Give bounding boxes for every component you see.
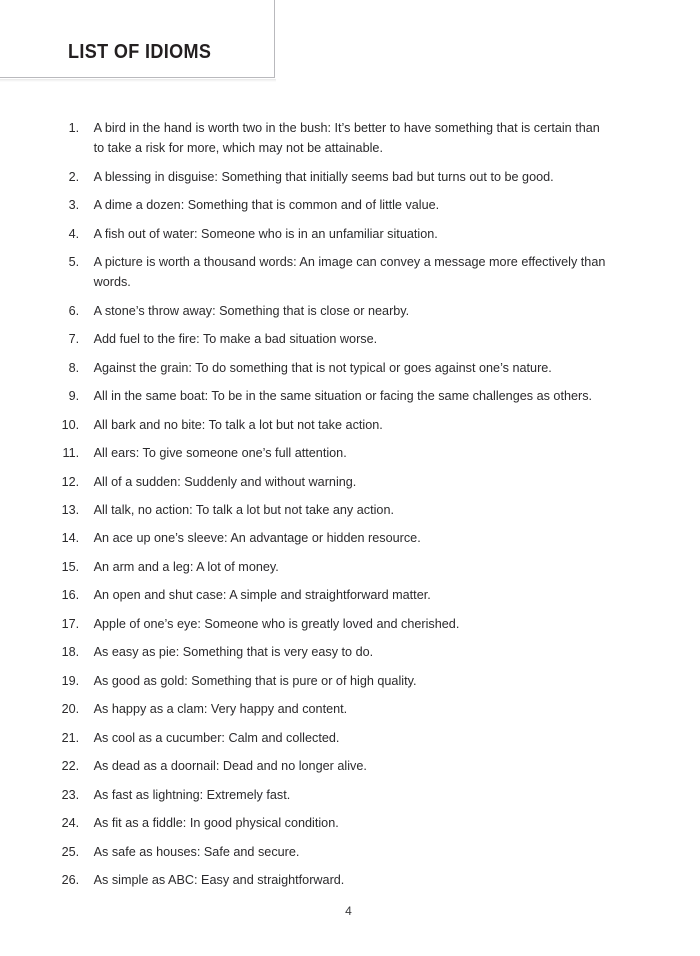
list-item-text: A blessing in disguise: Something that initially seems bad but turns out to be good. <box>93 168 554 184</box>
list-item-number: 12. <box>61 473 80 489</box>
list-item-text: As cool as a cucumber: Calm and collected. <box>93 729 340 745</box>
idiom-list <box>0 118 700 899</box>
list-item <box>0 842 676 862</box>
list-item-number: 22. <box>61 758 80 774</box>
list-item-number: 21. <box>61 729 80 745</box>
list-item <box>0 118 676 158</box>
list-item-text: As good as gold: Something that is pure or of high quality. <box>93 672 417 688</box>
list-item-text: All of a sudden: Suddenly and without warning. <box>93 473 357 489</box>
list-item-number: 16. <box>61 587 80 603</box>
list-item-text: All bark and no bite: To talk a lot but not take action. <box>93 416 383 432</box>
list-item <box>0 224 676 244</box>
list-item-text: An ace up one’s sleeve: An advantage or hidden resource. <box>93 530 421 546</box>
list-item-text: As fit as a fiddle: In good physical condition. <box>93 815 339 831</box>
list-item-number: 9. <box>68 388 80 404</box>
list-item-number: 2. <box>68 168 80 184</box>
list-item-number: 4. <box>68 225 80 241</box>
list-item-text: As simple as ABC: Easy and straightforward. <box>93 872 345 888</box>
list-item <box>0 614 676 634</box>
list-item-number: 24. <box>61 815 80 831</box>
list-item <box>0 167 676 187</box>
list-item-text: Against the grain: To do something that is not typical or goes against one’s nature. <box>93 359 552 375</box>
list-item-number: 6. <box>68 302 80 318</box>
list-item-number: 10. <box>61 416 80 432</box>
list-item <box>0 329 676 349</box>
list-item-number: 25. <box>61 843 80 859</box>
list-item <box>0 443 676 463</box>
list-item-number: 15. <box>61 558 80 574</box>
list-item <box>0 756 676 776</box>
list-item <box>0 500 676 520</box>
list-item <box>0 358 676 378</box>
list-item-text: An arm and a leg: A lot of money. <box>93 558 279 574</box>
list-item-text: As dead as a doornail: Dead and no longer alive. <box>93 758 367 774</box>
list-item <box>0 699 676 719</box>
list-item <box>0 252 676 292</box>
list-item-text: All talk, no action: To talk a lot but not take any action. <box>93 502 395 517</box>
list-item-text: A stone’s throw away: Something that is close or nearby. <box>93 302 410 318</box>
list-item <box>0 472 676 492</box>
list-item <box>0 642 676 662</box>
list-item <box>0 301 676 321</box>
list-item-number: 14. <box>61 530 80 546</box>
list-item-text: As fast as lightning: Extremely fast. <box>93 786 291 802</box>
title-block <box>0 0 275 78</box>
list-item <box>0 671 676 691</box>
list-item-text: A bird in the hand is worth two in the bush: It’s better to have something that is certain than to take a risk for more, which may not be attainable. <box>93 120 600 156</box>
page-title: LIST OF IDIOMS <box>68 40 212 63</box>
list-item-text: Apple of one’s eye: Someone who is greatly loved and cherished. <box>93 615 460 631</box>
list-item-number: 8. <box>68 359 80 375</box>
list-item-number: 19. <box>61 672 80 688</box>
list-item <box>0 585 676 605</box>
list-item-number: 3. <box>68 197 80 213</box>
page-number: 4 <box>345 904 352 918</box>
list-item-text: All in the same boat: To be in the same situation or facing the same challenges as others. <box>93 388 593 404</box>
list-item <box>0 870 676 890</box>
list-item-number: 7. <box>68 331 80 347</box>
list-item-text: An open and shut case: A simple and straightforward matter. <box>93 587 431 603</box>
list-item <box>0 528 676 548</box>
list-item-text: All ears: To give someone one’s full attention. <box>93 445 347 461</box>
list-item-number: 11. <box>62 445 80 461</box>
list-item-number: 17. <box>61 615 80 631</box>
list-item <box>0 195 676 215</box>
list-item-number: 13. <box>61 502 80 517</box>
list-item <box>0 785 676 805</box>
list-item-number: 1. <box>68 120 80 135</box>
list-item-text: A picture is worth a thousand words: An image can convey a message more effectively than words. <box>93 254 606 290</box>
list-item <box>0 813 676 833</box>
list-item-text: As safe as houses: Safe and secure. <box>93 843 300 859</box>
list-item-text: As easy as pie: Something that is very easy to do. <box>93 644 374 660</box>
list-item-number: 26. <box>61 872 80 888</box>
list-item-text: A dime a dozen: Something that is common and of little value. <box>93 197 440 213</box>
list-item-number: 5. <box>68 254 80 270</box>
list-item-number: 18. <box>61 644 80 660</box>
list-item <box>0 415 676 435</box>
list-item-text: Add fuel to the fire: To make a bad situation worse. <box>93 331 378 347</box>
list-item-text: As happy as a clam: Very happy and content. <box>93 701 348 717</box>
list-item <box>0 386 676 406</box>
list-item <box>0 728 676 748</box>
list-item-text: A fish out of water: Someone who is in an unfamiliar situation. <box>93 225 438 241</box>
list-item-number: 20. <box>61 701 80 717</box>
list-item <box>0 557 676 577</box>
list-item-number: 23. <box>61 786 80 802</box>
title-block-shadow <box>0 79 276 82</box>
